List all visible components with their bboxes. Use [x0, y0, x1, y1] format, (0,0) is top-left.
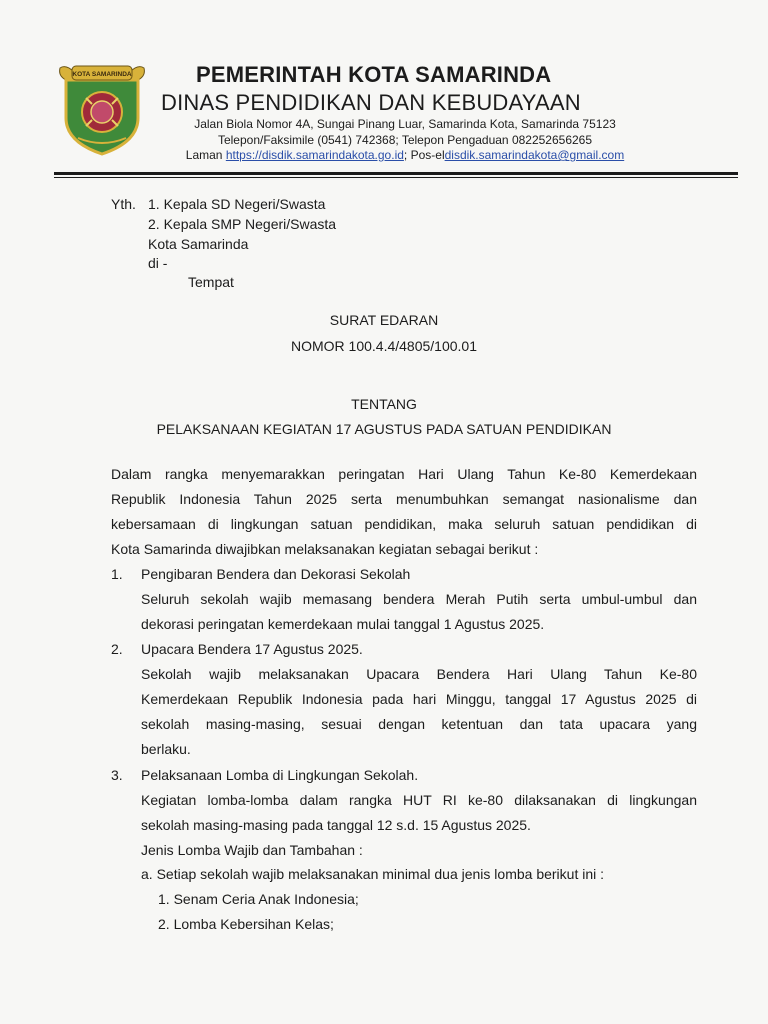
document-number: NOMOR 100.4.4/4805/100.01	[290, 338, 477, 354]
intro-line-2: Republik Indonesia Tahun 2025 serta menumbuhkan semangat nasionalisme dan	[111, 491, 697, 507]
item-2-desc-line-1: Sekolah wajib melaksanakan Upacara Bendera Hari Ulang Tahun Ke-80	[141, 666, 697, 682]
item-3-desc-line-2: sekolah masing-masing pada tanggal 12 s.d. 15 Agustus 2025.	[141, 817, 531, 833]
item-3-title: Pelaksanaan Lomba di Lingkungan Sekolah.	[141, 767, 419, 783]
intro-line-4: Kota Samarinda diwajibkan melaksanakan kegiatan sebagai berikut :	[111, 541, 539, 557]
web-prefix: Laman	[185, 148, 226, 162]
item-3-number: 3.	[111, 767, 123, 783]
website-link[interactable]: https://disdik.samarindakota.go.id	[225, 148, 404, 162]
competition-item-2: 2. Lomba Kebersihan Kelas;	[158, 916, 334, 932]
competition-types-heading: Jenis Lomba Wajib dan Tambahan :	[141, 842, 363, 858]
addressee-line-2: 2. Kepala SMP Negeri/Swasta	[148, 216, 337, 232]
item-2-desc-line-3: sekolah masing-masing, sesuai dengan ketentuan dan tata upacara yang	[141, 716, 697, 732]
competition-rule-a: a. Setiap sekolah wajib melaksanakan minimal dua jenis lomba berikut ini :	[141, 866, 605, 882]
item-3-desc-line-1: Kegiatan lomba-lomba dalam rangka HUT RI ke-80 dilaksanakan di lingkungan	[141, 792, 697, 808]
email-prefix: ; Pos-el	[403, 148, 445, 162]
document-type: SURAT EDARAN	[329, 312, 439, 328]
item-2-desc-line-4: berlaku.	[141, 741, 191, 757]
addressee-line-4: di -	[148, 255, 168, 271]
item-2-title: Upacara Bendera 17 Agustus 2025.	[141, 641, 363, 657]
about-label: TENTANG	[351, 396, 417, 412]
office-address: Jalan Biola Nomor 4A, Sungai Pinang Luar, Samarinda Kota, Samarinda 75123	[194, 117, 616, 131]
intro-line-3: kebersamaan di lingkungan satuan pendidikan, maka seluruh satuan pendidikan di	[111, 516, 697, 532]
office-phone: Telepon/Faksimile (0541) 742368; Telepon Pengaduan 082252656265	[217, 133, 593, 147]
addressee-line-3: Kota Samarinda	[148, 236, 249, 252]
item-1-desc-line-2: dekorasi peringatan kemerdekaan mulai tanggal 1 Agustus 2025.	[141, 616, 545, 632]
item-1-desc-line-1: Seluruh sekolah wajib memasang bendera Merah Putih serta umbul-umbul dan	[141, 591, 697, 607]
intro-line-1: Dalam rangka menyemarakkan peringatan Hari Ulang Tahun Ke-80 Kemerdekaan	[111, 466, 697, 482]
addressee-salutation: Yth.	[111, 196, 136, 212]
document-subject: PELAKSANAAN KEGIATAN 17 AGUSTUS PADA SATUAN PENDIDIKAN	[156, 421, 612, 437]
addressee-line-5: Tempat	[188, 274, 234, 290]
city-crest-logo	[56, 58, 148, 156]
department-name: DINAS PENDIDIKAN DAN KEBUDAYAAN	[161, 90, 581, 115]
item-2-desc-line-2: Kemerdekaan Republik Indonesia pada hari Minggu, tanggal 17 Agustus 2025 di	[141, 691, 697, 707]
letterhead-divider-thin	[54, 177, 738, 178]
office-contact	[150, 147, 660, 163]
svg-text:KOTA SAMARINDA: KOTA SAMARINDA	[72, 71, 132, 78]
addressee-line-1: 1. Kepala SD Negeri/Swasta	[148, 196, 326, 212]
item-2-number: 2.	[111, 641, 123, 657]
item-1-number: 1.	[111, 566, 123, 582]
competition-item-1: 1. Senam Ceria Anak Indonesia;	[158, 891, 359, 907]
email-link[interactable]: disdik.samarindakota@gmail.com	[444, 148, 625, 162]
item-1-title: Pengibaran Bendera dan Dekorasi Sekolah	[141, 566, 411, 582]
government-name: PEMERINTAH KOTA SAMARINDA	[196, 62, 552, 87]
letterhead-divider-thick	[54, 172, 738, 175]
